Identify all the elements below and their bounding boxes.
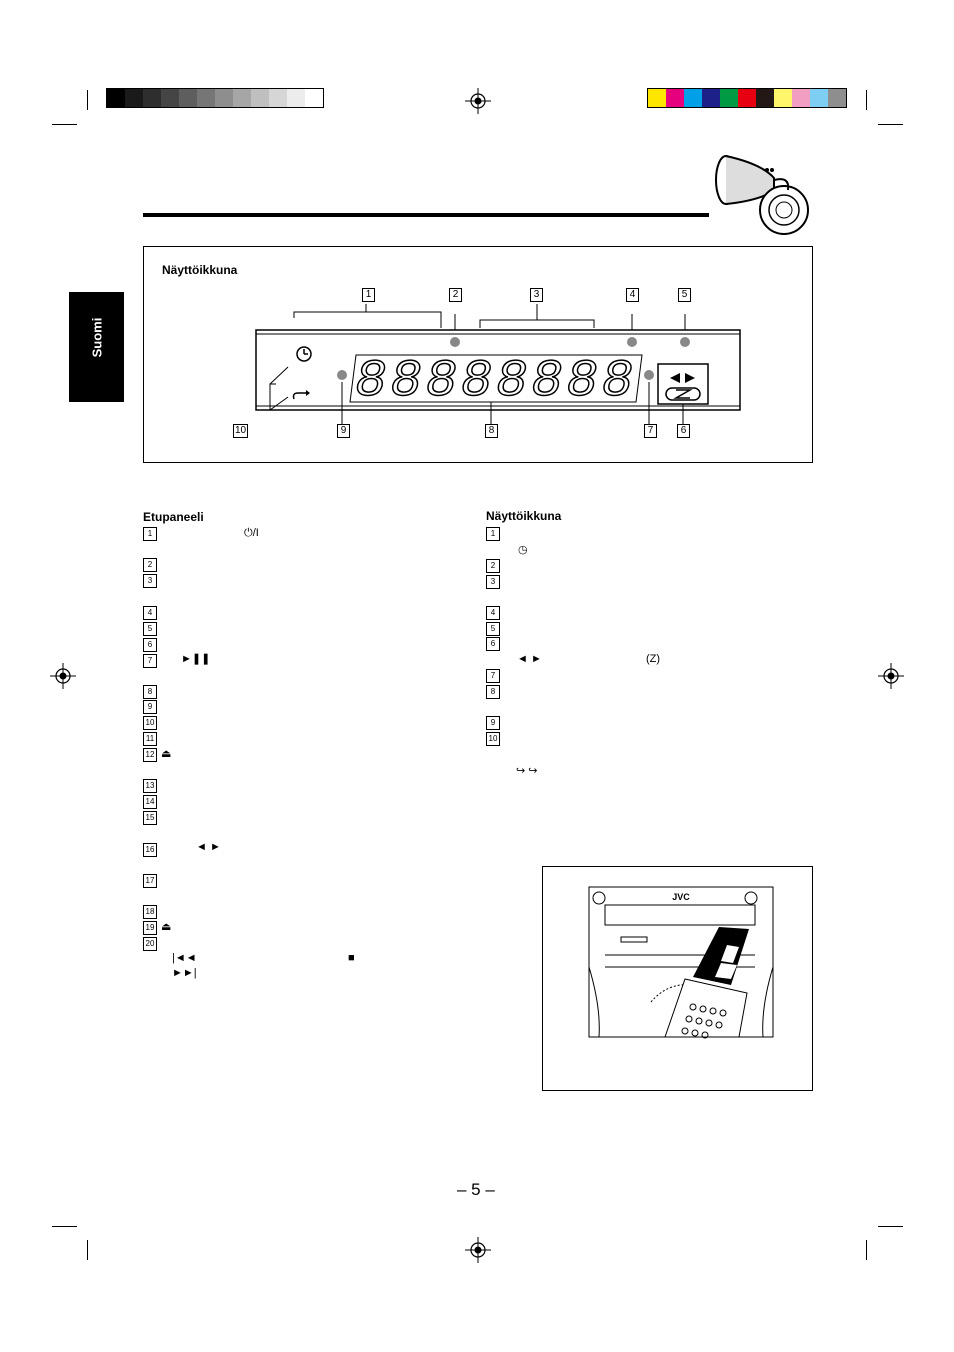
- crop-mark: [866, 90, 867, 110]
- list-item-number: 16: [143, 843, 157, 857]
- list-item-number: 7: [486, 669, 500, 683]
- left-right-arrows-icon: ◄ ►: [196, 841, 221, 853]
- calibration-swatch: [774, 89, 792, 107]
- callout-9: 9: [337, 424, 350, 438]
- front-panel-list: [143, 527, 443, 957]
- crop-mark: [866, 1240, 867, 1260]
- callout-7: 7: [644, 424, 657, 438]
- callout-2: 2: [449, 288, 462, 302]
- eject-icon: ⏏: [161, 748, 172, 760]
- callout-5: 5: [678, 288, 691, 302]
- calibration-swatch: [720, 89, 738, 107]
- timer-clock-icon: ◷: [518, 544, 528, 556]
- left-right-arrows-icon: ◄ ►: [517, 653, 542, 665]
- list-item-number: 15: [143, 811, 157, 825]
- list-item-number: 8: [143, 685, 157, 699]
- registration-mark-icon: [465, 88, 491, 114]
- callout-6: 6: [677, 424, 690, 438]
- language-label: Suomi: [89, 317, 105, 358]
- calibration-swatch: [810, 89, 828, 107]
- list-item-number: 3: [143, 574, 157, 588]
- calibration-swatch: [287, 89, 305, 107]
- list-item-number: 4: [486, 606, 500, 620]
- calibration-swatch: [197, 89, 215, 107]
- calibration-swatch: [684, 89, 702, 107]
- registration-mark-icon: [465, 1237, 491, 1263]
- callout-10: 10: [234, 425, 247, 436]
- calibration-swatch: [143, 89, 161, 107]
- list-item-number: 4: [143, 606, 157, 620]
- list-item-number: 5: [486, 622, 500, 636]
- gray-calibration-strip: [106, 88, 324, 108]
- list-item-number: 9: [143, 700, 157, 714]
- list-item-number: 2: [143, 558, 157, 572]
- page-number: – 5 –: [457, 1180, 495, 1199]
- calibration-swatch: [215, 89, 233, 107]
- registration-mark-icon: [878, 663, 904, 689]
- list-item-number: 12: [143, 748, 157, 762]
- language-side-tab: [69, 292, 124, 402]
- calibration-swatch: [125, 89, 143, 107]
- disc-indicator-icon: (Z): [646, 653, 661, 665]
- calibration-swatch: [702, 89, 720, 107]
- repeat-icon: ↪ ↪: [516, 765, 538, 777]
- list-item-number: 1: [143, 527, 157, 541]
- calibration-swatch: [648, 89, 666, 107]
- remote-control-illustration: [543, 867, 812, 1090]
- crop-mark: [878, 124, 903, 125]
- header-rule: [143, 213, 709, 217]
- calibration-swatch: [738, 89, 756, 107]
- calibration-swatch: [756, 89, 774, 107]
- standby-on-icon: ⏻/I: [244, 527, 259, 539]
- front-panel-heading: Etupaneeli: [143, 510, 204, 524]
- color-calibration-strip: [647, 88, 847, 108]
- list-item-number: 6: [486, 637, 500, 651]
- display-window-list: [486, 525, 786, 745]
- skip-back-icon: |◄◄: [172, 952, 197, 964]
- display-diagram-frame: [143, 246, 813, 463]
- callout-1: 1: [362, 288, 375, 302]
- horn-mascot-icon: [712, 150, 814, 242]
- display-window-heading: Näyttöikkuna: [486, 509, 562, 523]
- list-item-number: 2: [486, 559, 500, 573]
- play-pause-icon: ►❚❚: [181, 653, 211, 665]
- callout-3: 3: [530, 288, 543, 302]
- list-item-number: 7: [143, 654, 157, 668]
- callout-4: 4: [626, 288, 639, 302]
- display-diagram-title: Näyttöikkuna: [162, 263, 238, 277]
- crop-mark: [52, 124, 77, 125]
- registration-mark-icon: [50, 663, 76, 689]
- list-item-number: 10: [486, 732, 500, 746]
- skip-forward-icon: ►►|: [172, 967, 197, 979]
- crop-mark: [878, 1226, 903, 1227]
- list-item-number: 3: [486, 575, 500, 589]
- calibration-swatch: [233, 89, 251, 107]
- jvc-logo: JVC: [672, 892, 690, 902]
- list-item-number: 6: [143, 638, 157, 652]
- display-panel-illustration: [244, 302, 754, 427]
- crop-mark: [52, 1226, 77, 1227]
- list-item-number: 8: [486, 685, 500, 699]
- list-item-number: 17: [143, 874, 157, 888]
- crop-mark: [87, 1240, 88, 1260]
- calibration-swatch: [251, 89, 269, 107]
- list-item-number: 1: [486, 527, 500, 541]
- list-item-number: 13: [143, 779, 157, 793]
- list-item-number: 18: [143, 905, 157, 919]
- calibration-swatch: [179, 89, 197, 107]
- list-item-number: 20: [143, 937, 157, 951]
- list-item-number: 14: [143, 795, 157, 809]
- stop-icon: ■: [348, 952, 355, 964]
- calibration-swatch: [107, 89, 125, 107]
- segment-display-text: 88888888: [355, 352, 637, 411]
- list-item-number: 9: [486, 716, 500, 730]
- calibration-swatch: [161, 89, 179, 107]
- list-item-number: 19: [143, 921, 157, 935]
- calibration-swatch: [666, 89, 684, 107]
- calibration-swatch: [269, 89, 287, 107]
- list-item-number: 5: [143, 622, 157, 636]
- eject-icon: ⏏: [161, 921, 172, 933]
- calibration-swatch: [828, 89, 846, 107]
- calibration-swatch: [305, 89, 323, 107]
- remote-illustration-frame: [542, 866, 813, 1091]
- calibration-swatch: [792, 89, 810, 107]
- callout-8: 8: [485, 424, 498, 438]
- crop-mark: [87, 90, 88, 110]
- list-item-number: 11: [143, 732, 157, 746]
- list-item-number: 10: [143, 716, 157, 730]
